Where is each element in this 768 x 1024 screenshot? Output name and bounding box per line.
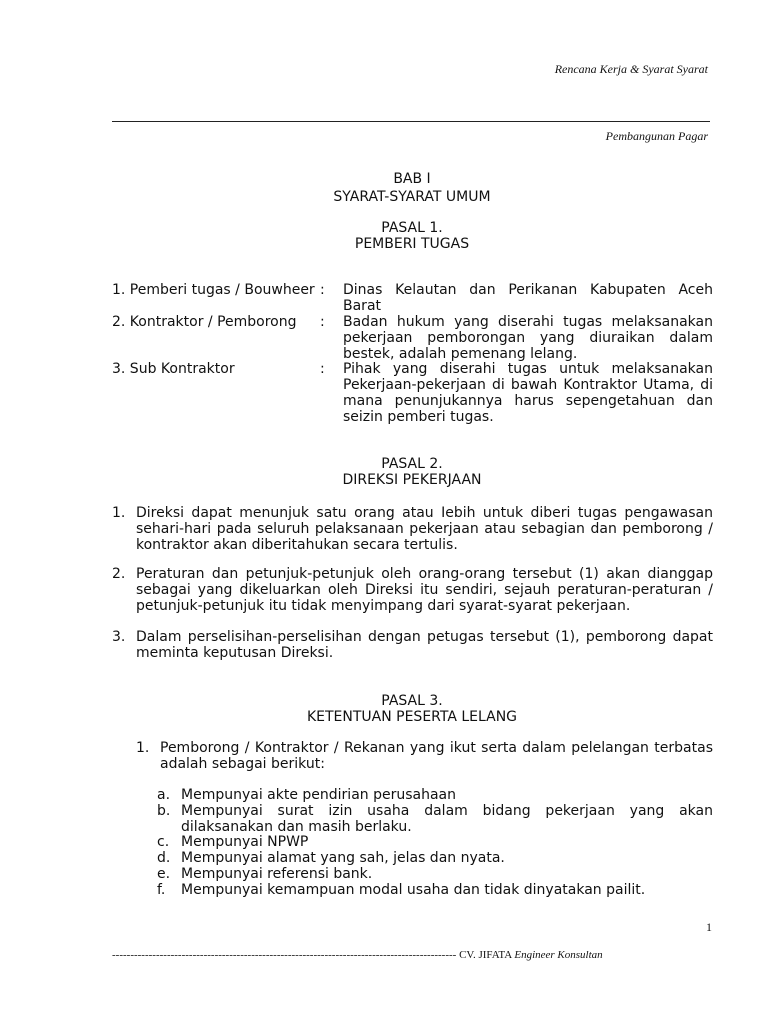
sub-list-letter: c. xyxy=(157,834,170,850)
sub-list-text: Mempunyai NPWP xyxy=(181,834,309,850)
list-text: Dalam perselisihan-perselisihan dengan petugas tersebut (1), pemborong dapat meminta keputusan Direksi. xyxy=(136,629,713,661)
definition-term: 3. Sub Kontraktor xyxy=(112,361,235,377)
definition-term: 1. Pemberi tugas / Bouwheer xyxy=(112,282,315,298)
list-text: Peraturan dan petunjuk-petunjuk oleh orang-orang tersebut (1) akan dianggap sebagai yang dikeluarkan oleh Direksi itu sendiri, sejauh peraturan-peraturan / petunjuk-petunjuk itu tidak menyimpang dari syarat-syarat pekerjaan. xyxy=(136,566,713,614)
chapter-title: SYARAT-SYARAT UMUM xyxy=(333,189,491,205)
definition-desc: Dinas Kelautan dan Perikanan Kabupaten Aceh Barat xyxy=(343,282,713,314)
definition-colon: : xyxy=(320,314,325,330)
footer-role: Engineer Konsultan xyxy=(514,949,603,961)
footer-dashes: ---------------------------------------------------------------------------------------------- xyxy=(112,949,457,961)
list-number: 1. xyxy=(136,740,150,756)
pasal1-label: PASAL 1. xyxy=(381,220,443,236)
sub-list-text: Mempunyai referensi bank. xyxy=(181,866,373,882)
header-divider xyxy=(112,121,710,122)
sub-list-text: Mempunyai alamat yang sah, jelas dan nyata. xyxy=(181,850,505,866)
footer-company: CV. JIFATA xyxy=(459,949,512,961)
definition-colon: : xyxy=(320,282,325,298)
list-text: Direksi dapat menunjuk satu orang atau Iebih untuk diberi tugas pengawasan sehari-hari pada seluruh pelaksanaan pekerjaan atau sebagian dan pemborong / kontraktor akan diberitahukan secara tertulis. xyxy=(136,505,713,553)
sub-list-letter: f. xyxy=(157,882,166,898)
document-title-header: Rencana Kerja & Syarat Syarat xyxy=(554,62,708,76)
pasal3-title: KETENTUAN PESERTA LELANG xyxy=(306,709,518,725)
sub-list-text: Mempunyai akte pendirian perusahaan xyxy=(181,787,457,803)
definition-desc: Pihak yang diserahi tugas untuk melaksanakan Pekerjaan-pekerjaan di bawah Kontraktor Utama, di mana penunjukannya harus sepengetahuan dan seizin pemberi tugas. xyxy=(343,361,713,425)
footer xyxy=(112,949,603,961)
sub-list-text: Mempunyai surat izin usaha dalam bidang pekerjaan yang akan dilaksanakan dan masih berlaku. xyxy=(181,803,713,835)
definition-term: 2. Kontraktor / Pemborong xyxy=(112,314,297,330)
sub-list-letter: b. xyxy=(157,803,171,819)
sub-list-letter: d. xyxy=(157,850,171,866)
list-number: 3. xyxy=(112,629,126,645)
sub-list-text: Mempunyai kemampuan modal usaha dan tidak dinyatakan pailit. xyxy=(181,882,646,898)
project-name-header: Pembangunan Pagar xyxy=(605,129,708,143)
page-number: 1 xyxy=(706,920,712,934)
sub-list-letter: a. xyxy=(157,787,171,803)
chapter-label: BAB I xyxy=(393,171,431,187)
list-number: 1. xyxy=(112,505,126,521)
sub-list-letter: e. xyxy=(157,866,171,882)
pasal3-label: PASAL 3. xyxy=(381,693,443,709)
pasal2-label: PASAL 2. xyxy=(381,456,443,472)
list-number: 2. xyxy=(112,566,126,582)
pasal2-title: DIREKSI PEKERJAAN xyxy=(342,472,482,488)
definition-desc: Badan hukum yang diserahi tugas melaksanakan pekerjaan pemborongan yang diuraikan dalam bestek, adalah pemenang lelang. xyxy=(343,314,713,362)
pasal1-title: PEMBERI TUGAS xyxy=(354,236,470,252)
list-text: Pemborong / Kontraktor / Rekanan yang ikut serta dalam pelelangan terbatas adalah sebagai berikut: xyxy=(160,740,713,772)
definition-colon: : xyxy=(320,361,325,377)
